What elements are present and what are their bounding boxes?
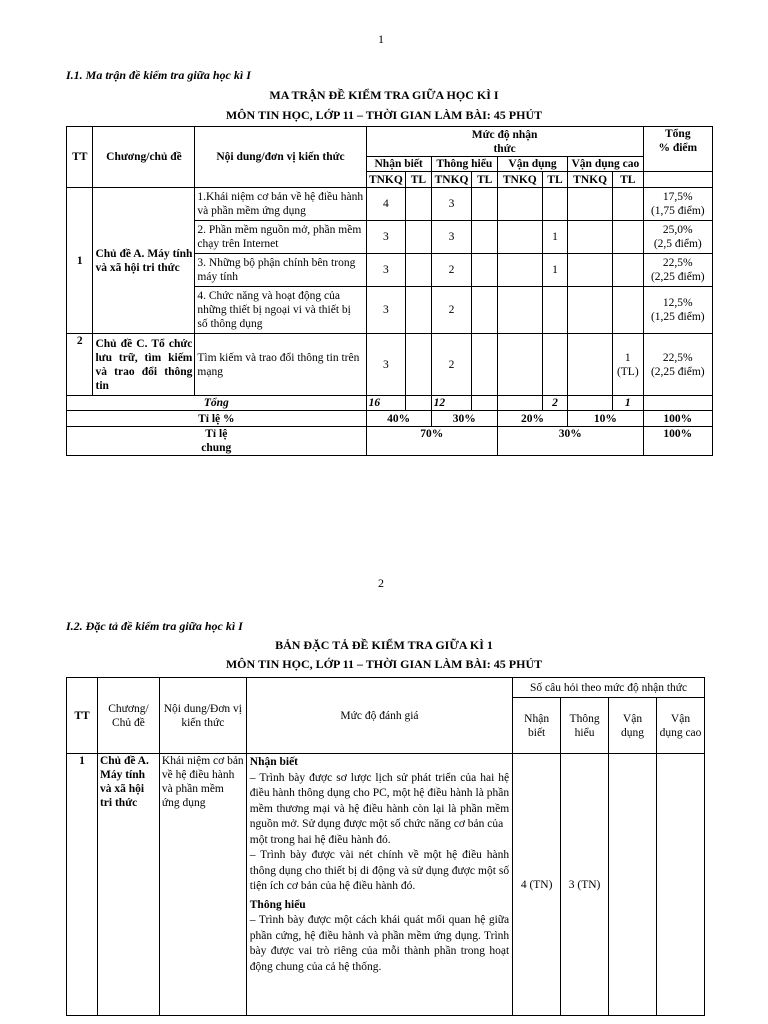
header-tnkq: TNKQ bbox=[366, 172, 406, 188]
header-thonghieu: Thông hiểu bbox=[431, 157, 497, 172]
header-nhanbiet: Nhận biết bbox=[366, 157, 431, 172]
header-tnkq: TNKQ bbox=[431, 172, 472, 188]
spec-table bbox=[66, 677, 705, 1016]
page-number: 1 bbox=[378, 32, 384, 46]
page-number: 2 bbox=[378, 576, 384, 590]
header-mucdo: Mức độ đánh giá bbox=[246, 678, 512, 754]
matrix-table bbox=[66, 126, 713, 456]
table-row: 2. Phần mềm nguồn mở, phần mềm chạy trên Internet 3 3 1 25,0% (2,5 điểm) bbox=[67, 221, 713, 254]
header-tt: TT bbox=[67, 678, 98, 754]
header-mucdo: Mức độ nhận thức bbox=[366, 127, 643, 157]
table-row: 3. Những bộ phận chính bên trong máy tính 3 2 1 22,5% (2,25 điểm) bbox=[67, 254, 713, 287]
table-row: 1 Chủ đề A. Máy tính và xã hội tri thức Khái niệm cơ bản về hệ điều hành và phần mềm ứng dụng Nhận biết – Trình bày được sơ lược lịch sử phát triển của hai hệ điều hành thông dụng cho PC, một hệ điều hành là phần mềm thương mại và hệ điều hành còn lại là phần mềm nguồn mở. Sử dụng được một số chức năng cơ bản của một trong hai hệ điều hành đó. – Trình bày được vài nét chính về một hệ điều hành thông dụng cho thiết bị di động và sử dụng được một số tiện ích cơ bản của hệ điều hành đó. Thông hiểu – Trình bày được một cách khái quát mối quan hệ giữa phần cứng, hệ điều hành và phần mềm ứng dụng. Trình bày được vai trò riêng của mỗi thành phần trong hoạt động chung của cả hệ thống. 4 (TN) 3 (TN) bbox=[67, 754, 705, 1016]
page-title: BẢN ĐẶC TẢ ĐỀ KIỂM TRA GIỮA KÌ 1 bbox=[275, 638, 493, 652]
header-tl: TL bbox=[613, 172, 644, 188]
header-vd: Vận dụng bbox=[609, 698, 657, 754]
header-vandung: Vận dụng bbox=[497, 157, 567, 172]
header-tl: TL bbox=[542, 172, 567, 188]
table-row: 4. Chức năng và hoạt động của những thiết bị ngoại vi và thiết bị số thông dụng 3 2 12,5% (1,25 điểm) bbox=[67, 287, 713, 334]
header-chuong: Chương/ Chủ đề bbox=[97, 678, 159, 754]
header-nb: Nhận biết bbox=[513, 698, 561, 754]
page-title: MA TRẬN ĐỀ KIỂM TRA GIỮA HỌC KÌ I bbox=[269, 88, 499, 102]
overall-ratio-row: Tỉ lệ chung 70% 30% 100% bbox=[67, 427, 713, 456]
header-th: Thông hiểu bbox=[561, 698, 609, 754]
header-vdc: Vận dụng cao bbox=[656, 698, 704, 754]
ratio-row: Tỉ lệ % 40% 30% 20% 10% 100% bbox=[67, 411, 713, 427]
header-chuong: Chương/chủ đề bbox=[93, 127, 195, 188]
page-subtitle: MÔN TIN HỌC, LỚP 11 – THỜI GIAN LÀM BÀI: 45 PHÚT bbox=[225, 108, 543, 122]
header-tnkq: TNKQ bbox=[497, 172, 542, 188]
total-row: Tổng 16 12 2 1 bbox=[67, 396, 713, 411]
header-vandungcao: Vận dụng cao bbox=[568, 157, 643, 172]
header-tong: Tổng % điểm bbox=[643, 127, 712, 172]
header-socau: Số câu hỏi theo mức độ nhận thức bbox=[513, 678, 705, 698]
header-noidung: Nội dung/đơn vị kiến thức bbox=[195, 127, 366, 188]
table-row: 1 Chủ đề A. Máy tính và xã hội tri thức 1.Khái niệm cơ bản về hệ điều hành và phần mềm ứng dụng 4 3 17,5% (1,75 điểm) bbox=[67, 188, 713, 221]
header-noidung: Nội dung/Đơn vị kiến thức bbox=[159, 678, 246, 754]
header-tnkq: TNKQ bbox=[568, 172, 613, 188]
header-tl: TL bbox=[472, 172, 497, 188]
page-subtitle: MÔN TIN HỌC, LỚP 11 – THỜI GIAN LÀM BÀI: 45 PHÚT bbox=[225, 657, 543, 671]
header-tl: TL bbox=[406, 172, 431, 188]
section-heading: I.2. Đặc tả đề kiểm tra giữa học kì I bbox=[66, 619, 243, 633]
header-tt: TT bbox=[67, 127, 93, 188]
section-heading: I.1. Ma trận đề kiểm tra giữa học kì I bbox=[66, 68, 251, 82]
table-row: 2 Chủ đề C. Tổ chức lưu trữ, tìm kiếm và trao đổi thông tin Tìm kiếm và trao đổi thông tin trên mạng 3 2 1 (TL) 22,5% (2,25 điểm) bbox=[67, 334, 713, 396]
